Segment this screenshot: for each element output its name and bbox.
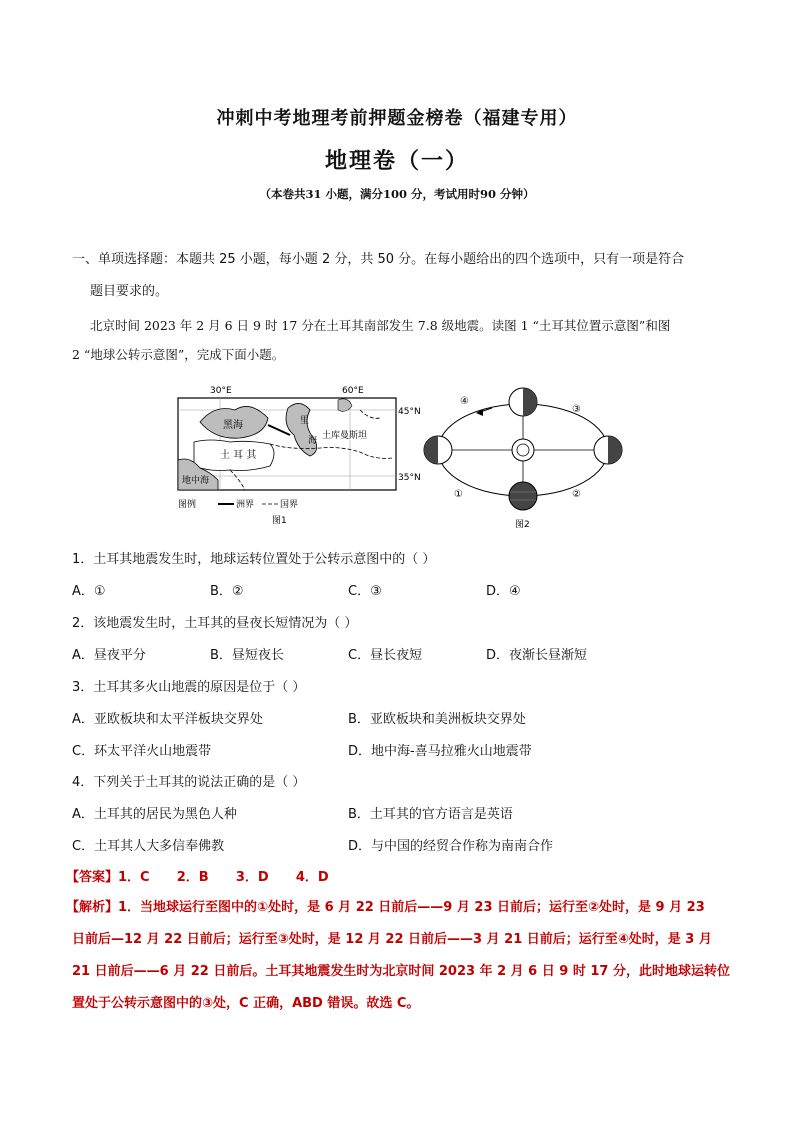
analysis-line4: 置处于公转示意图中的③处，C 正确，ABD 错误。故选 C。 [72, 996, 420, 1011]
earth-right-icon [594, 436, 622, 464]
legend-border-label: 国界 [280, 500, 299, 510]
question-1-option-d[interactable]: D．④ [486, 584, 521, 599]
orbit-label-2: ② [572, 489, 581, 500]
legend-continent-label: 洲界 [236, 500, 255, 510]
figure-2-caption: 图2 [515, 520, 530, 530]
answer-text: 1．C 2．B 3．D 4．D [118, 870, 329, 885]
earth-top-icon [509, 388, 537, 416]
legend-label: 图例 [178, 500, 197, 510]
question-2-option-d[interactable]: D．夜渐长昼渐短 [486, 648, 588, 663]
question-2-stem: 2．该地震发生时，土耳其的昼夜长短情况为（ ） [72, 616, 358, 631]
orbit-label-4: ④ [460, 396, 469, 407]
analysis-label: 【解析】 [66, 900, 119, 915]
turkmenistan-label: 土库曼斯坦 [322, 431, 368, 441]
section-heading-line1: 一、单项选择题：本题共 25 小题，每小题 2 分，共 50 分。在每小题给出的四个选项中，只有一项是符合 [72, 252, 685, 267]
question-3-stem: 3．土耳其多火山地震的原因是位于（ ） [72, 680, 306, 695]
question-4-option-a[interactable]: A．土耳其的居民为黑色人种 [72, 807, 237, 822]
question-4-option-c[interactable]: C．土耳其人大多信奉佛教 [72, 839, 225, 854]
question-2-option-b[interactable]: B．昼短夜长 [210, 648, 284, 663]
lat-45n-label: 45°N [398, 407, 421, 417]
question-1-option-c[interactable]: C．③ [348, 584, 382, 599]
question-3-option-d[interactable]: D．地中海-喜马拉雅火山地震带 [348, 744, 532, 759]
question-1-stem: 1．土耳其地震发生时，地球运转位置处于公转示意图中的（ ） [72, 552, 436, 567]
lon-30e-label: 30°E [210, 386, 232, 396]
paper-title: 冲刺中考地理考前押题金榜卷（福建专用） [216, 108, 578, 129]
question-1-option-b[interactable]: B．② [210, 584, 244, 599]
question-3-option-a[interactable]: A．亚欧板块和太平洋板块交界处 [72, 712, 263, 727]
earth-bottom-icon [509, 482, 537, 510]
question-stem-line2: 2 “地球公转示意图”，完成下面小题。 [72, 347, 285, 362]
earth-left-icon [424, 436, 452, 464]
section-heading-line2: 题目要求的。 [90, 284, 169, 299]
black-sea-label: 黑海 [223, 420, 243, 431]
caspian-label-1: 里 [300, 416, 310, 426]
figure-1-map [170, 380, 430, 530]
answer-block [66, 866, 329, 885]
figure-1-caption: 图1 [272, 516, 287, 526]
turkey-label: 土 耳 其 [220, 450, 257, 461]
question-2-option-a[interactable]: A．昼夜平分 [72, 648, 146, 663]
analysis-line3: 21 日前后——6 月 22 日前后。土耳其地震发生时为北京时间 2023 年 2 月 6 日 9 时 17 分，此时地球运转位 [72, 964, 730, 979]
caspian-label-2: 海 [308, 436, 318, 446]
orbit-label-1: ① [454, 489, 463, 500]
orbit-label-3: ③ [572, 404, 581, 415]
question-3-option-c[interactable]: C．环太平洋火山地震带 [72, 744, 212, 759]
question-1-option-a[interactable]: A．① [72, 584, 106, 599]
question-4-option-d[interactable]: D．与中国的经贸合作称为南南合作 [348, 839, 554, 854]
analysis-line2: 日前后—12 月 22 日前后；运行至③处时，是 12 月 22 日前后——3 月 21 日前后；运行至④处时，是 3 月 [72, 932, 712, 947]
question-stem-line1: 北京时间 2023 年 2 月 6 日 9 时 17 分在土耳其南部发生 7.8 级地震。读图 1 “土耳其位置示意图”和图 [90, 318, 671, 333]
mediterranean-label: 地中海 [182, 476, 210, 486]
question-2-option-c[interactable]: C．昼长夜短 [348, 648, 423, 663]
answer-label: 【答案】 [66, 870, 119, 885]
paper-subtitle: 地理卷（一） [324, 149, 469, 174]
analysis-text-1: 1．当地球运行至图中的①处时，是 6 月 22 日前后——9 月 23 日前后；运行至②处时，是 9 月 23 [118, 900, 705, 915]
figure-2-orbit-diagram [420, 382, 630, 532]
analysis-line1 [66, 898, 736, 918]
question-3-option-b[interactable]: B．亚欧板块和美洲板块交界处 [348, 712, 526, 727]
lon-60e-label: 60°E [342, 386, 364, 396]
question-4-stem: 4．下列关于土耳其的说法正确的是（ ） [72, 775, 306, 790]
question-4-option-b[interactable]: B．土耳其的官方语言是英语 [348, 807, 513, 822]
paper-note: （本卷共31 小题，满分100 分，考试用时90 分钟） [259, 187, 535, 201]
lat-35n-label: 35°N [398, 473, 421, 483]
